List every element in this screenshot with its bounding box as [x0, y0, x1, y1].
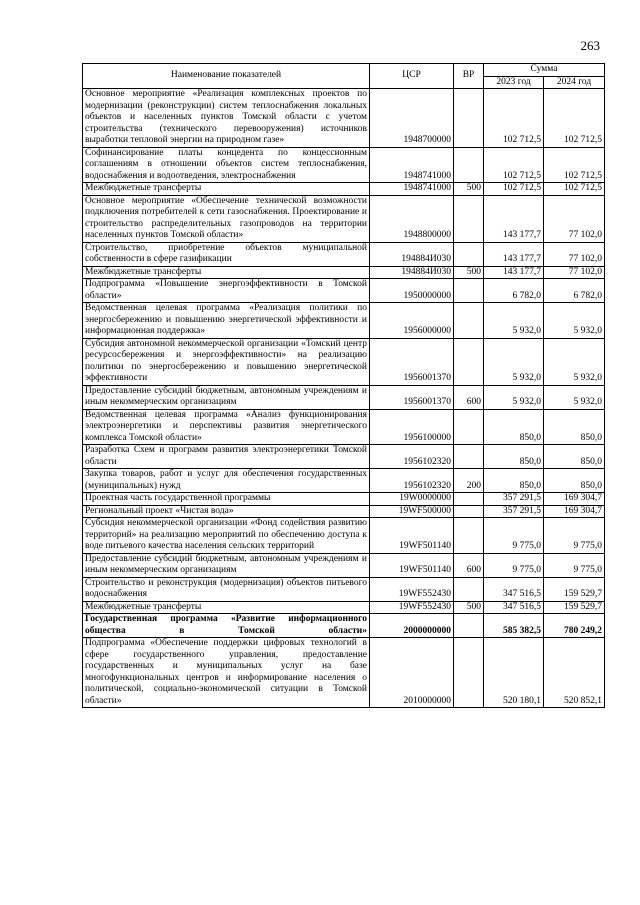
table-row	[83, 469, 605, 493]
row-amount-2023-cell: 357 291,5	[484, 505, 544, 518]
row-amount-2024-cell: 77 102,0	[544, 195, 605, 242]
row-vr-cell	[454, 493, 484, 506]
row-vr-cell	[454, 518, 484, 554]
row-vr-cell	[454, 303, 484, 339]
row-amount-2024-cell: 102 712,5	[544, 183, 605, 196]
row-amount-2023-cell: 585 382,5	[484, 614, 544, 638]
row-amount-2024-cell: 102 712,5	[544, 89, 605, 148]
table-row	[83, 147, 605, 183]
row-amount-2023-cell: 347 516,5	[484, 577, 544, 601]
row-amount-2023-cell: 850,0	[484, 445, 544, 469]
row-vr-cell	[454, 638, 484, 708]
header-sum: Сумма	[484, 64, 605, 77]
row-csr-cell: 1948700000	[370, 89, 454, 148]
row-csr-cell: 194884И030	[370, 266, 454, 279]
row-csr-cell: 19WF501140	[370, 518, 454, 554]
row-amount-2024-cell: 9 775,0	[544, 518, 605, 554]
row-name-cell: Межбюджетные трансферты	[83, 266, 370, 279]
row-amount-2024-cell: 5 932,0	[544, 338, 605, 385]
header-csr: ЦСР	[370, 64, 454, 89]
row-amount-2023-cell: 347 516,5	[484, 601, 544, 614]
row-csr-cell: 194884И030	[370, 242, 454, 266]
header-name: Наименование показателей	[83, 64, 370, 89]
table-header	[83, 64, 605, 89]
row-amount-2023-cell: 143 177,7	[484, 195, 544, 242]
row-amount-2023-cell: 9 775,0	[484, 553, 544, 577]
row-amount-2024-cell: 77 102,0	[544, 266, 605, 279]
row-name-cell: Предоставление субсидий бюджетным, автономным учреждениям и иным некоммерческим организациям	[83, 385, 370, 409]
row-name-cell: Ведомственная целевая программа «Анализ функционирования электроэнергетики и перспективы развития энергетического комплекса Томской области»	[83, 409, 370, 445]
row-amount-2024-cell: 5 932,0	[544, 303, 605, 339]
row-vr-cell	[454, 279, 484, 303]
budget-table	[82, 63, 605, 708]
row-csr-cell: 1956102320	[370, 469, 454, 493]
row-vr-cell	[454, 409, 484, 445]
row-csr-cell: 19W0000000	[370, 493, 454, 506]
row-amount-2023-cell: 5 932,0	[484, 385, 544, 409]
row-amount-2023-cell: 102 712,5	[484, 89, 544, 148]
table-row	[83, 601, 605, 614]
row-vr-cell: 500	[454, 601, 484, 614]
page-number: 263	[580, 38, 600, 53]
row-amount-2024-cell: 780 249,2	[544, 614, 605, 638]
table-row	[83, 183, 605, 196]
row-amount-2024-cell: 5 932,0	[544, 385, 605, 409]
row-amount-2023-cell: 143 177,7	[484, 266, 544, 279]
row-vr-cell	[454, 89, 484, 148]
row-csr-cell: 1948800000	[370, 195, 454, 242]
row-vr-cell	[454, 614, 484, 638]
row-csr-cell: 1948741000	[370, 147, 454, 183]
table-row	[83, 518, 605, 554]
table-row	[83, 638, 605, 708]
table-row	[83, 279, 605, 303]
row-name-cell: Предоставление субсидий бюджетным, автономным учреждениям и иным некоммерческим организациям	[83, 553, 370, 577]
row-name-cell: Государственная программа «Развитие информационного общества в Томской области»	[83, 614, 370, 638]
table-row	[83, 409, 605, 445]
row-amount-2023-cell: 102 712,5	[484, 147, 544, 183]
table-body	[83, 89, 605, 708]
row-csr-cell: 2000000000	[370, 614, 454, 638]
table-row	[83, 385, 605, 409]
row-amount-2024-cell: 102 712,5	[544, 147, 605, 183]
row-amount-2024-cell: 159 529,7	[544, 577, 605, 601]
table-row	[83, 89, 605, 148]
row-vr-cell	[454, 338, 484, 385]
row-csr-cell: 19WF500000	[370, 505, 454, 518]
row-amount-2023-cell: 520 180,1	[484, 638, 544, 708]
row-vr-cell	[454, 242, 484, 266]
row-amount-2023-cell: 850,0	[484, 469, 544, 493]
table-row	[83, 195, 605, 242]
row-csr-cell: 1956102320	[370, 445, 454, 469]
row-vr-cell: 600	[454, 385, 484, 409]
row-amount-2024-cell: 850,0	[544, 445, 605, 469]
row-csr-cell: 1950000000	[370, 279, 454, 303]
row-amount-2024-cell: 169 304,7	[544, 505, 605, 518]
row-vr-cell: 500	[454, 183, 484, 196]
row-name-cell: Субсидия автономной некоммерческой организации «Томский центр ресурсосбережения и энергоэффективности» на реализацию политики по энергосбережению и повышению энергетической эффективности	[83, 338, 370, 385]
row-name-cell: Основное мероприятие «Обеспечение технической возможности подключения потребителей к сети газоснабжения. Проектирование и строительство распределительных газопроводов на территории населенных пунктов Томской области»	[83, 195, 370, 242]
row-csr-cell: 1948741000	[370, 183, 454, 196]
row-name-cell: Региональный проект «Чистая вода»	[83, 505, 370, 518]
row-name-cell: Закупка товаров, работ и услуг для обеспечения государственных (муниципальных) нужд	[83, 469, 370, 493]
row-amount-2024-cell: 9 775,0	[544, 553, 605, 577]
table-row	[83, 577, 605, 601]
row-amount-2023-cell: 102 712,5	[484, 183, 544, 196]
header-year-2023: 2023 год	[484, 76, 544, 89]
row-amount-2024-cell: 159 529,7	[544, 601, 605, 614]
row-amount-2023-cell: 850,0	[484, 409, 544, 445]
row-amount-2024-cell: 169 304,7	[544, 493, 605, 506]
row-name-cell: Софинансирование платы концедента по концессионным соглашениям в отношении объектов систем теплоснабжения, водоснабжения и водоотведения, электроснабжения	[83, 147, 370, 183]
table-row	[83, 242, 605, 266]
row-name-cell: Межбюджетные трансферты	[83, 183, 370, 196]
row-amount-2023-cell: 5 932,0	[484, 338, 544, 385]
row-amount-2024-cell: 850,0	[544, 469, 605, 493]
table-row	[83, 614, 605, 638]
row-vr-cell	[454, 505, 484, 518]
row-name-cell: Межбюджетные трансферты	[83, 601, 370, 614]
row-name-cell: Субсидия некоммерческой организации «Фонд содействия развитию территорий» на реализацию мероприятий по обеспечению доступа к воде питьевого качества населения сельских территорий	[83, 518, 370, 554]
header-year-2024: 2024 год	[544, 76, 605, 89]
row-amount-2024-cell: 6 782,0	[544, 279, 605, 303]
row-csr-cell: 1956001370	[370, 338, 454, 385]
row-amount-2023-cell: 6 782,0	[484, 279, 544, 303]
row-csr-cell: 19WF501140	[370, 553, 454, 577]
table-row	[83, 445, 605, 469]
row-vr-cell	[454, 445, 484, 469]
header-vr: ВР	[454, 64, 484, 89]
row-name-cell: Разработка Схем и программ развития электроэнергетики Томской области	[83, 445, 370, 469]
row-vr-cell: 500	[454, 266, 484, 279]
table-row	[83, 553, 605, 577]
row-csr-cell: 1956000000	[370, 303, 454, 339]
row-amount-2023-cell: 143 177,7	[484, 242, 544, 266]
row-amount-2024-cell: 520 852,1	[544, 638, 605, 708]
row-vr-cell	[454, 147, 484, 183]
row-name-cell: Строительство, приобретение объектов муниципальной собственности в сфере газификации	[83, 242, 370, 266]
row-csr-cell: 1956100000	[370, 409, 454, 445]
row-name-cell: Проектная часть государственной программы	[83, 493, 370, 506]
table-row	[83, 266, 605, 279]
row-name-cell: Строительство и реконструкция (модернизация) объектов питьевого водоснабжения	[83, 577, 370, 601]
row-csr-cell: 1956001370	[370, 385, 454, 409]
table-row	[83, 303, 605, 339]
row-amount-2023-cell: 357 291,5	[484, 493, 544, 506]
row-name-cell: Подпрограмма «Повышение энергоэффективности в Томской области»	[83, 279, 370, 303]
row-vr-cell: 600	[454, 553, 484, 577]
row-csr-cell: 2010000000	[370, 638, 454, 708]
row-amount-2023-cell: 5 932,0	[484, 303, 544, 339]
table-row	[83, 505, 605, 518]
row-amount-2024-cell: 850,0	[544, 409, 605, 445]
row-vr-cell	[454, 195, 484, 242]
row-vr-cell: 200	[454, 469, 484, 493]
table-row	[83, 338, 605, 385]
row-amount-2023-cell: 9 775,0	[484, 518, 544, 554]
row-name-cell: Ведомственная целевая программа «Реализация политики по энергосбережению и повышению энергетической эффективности и информационная поддержка»	[83, 303, 370, 339]
row-csr-cell: 19WF552430	[370, 577, 454, 601]
row-vr-cell	[454, 577, 484, 601]
row-name-cell: Основное мероприятие «Реализация комплексных проектов по модернизации (реконструкции) систем теплоснабжения локальных объектов и населенных пунктов Томской области с учетом строительства (технического перевооружения) источников выработки тепловой энергии на природном газе»	[83, 89, 370, 148]
row-csr-cell: 19WF552430	[370, 601, 454, 614]
row-amount-2024-cell: 77 102,0	[544, 242, 605, 266]
row-name-cell: Подпрограмма «Обеспечение поддержки цифровых технологий в сфере государственного управления, предоставление государственных и муниципальных услуг на базе многофункциональных центров и информирование населения о политической, социально-экономической ситуации в Томской области»	[83, 638, 370, 708]
table-row	[83, 493, 605, 506]
